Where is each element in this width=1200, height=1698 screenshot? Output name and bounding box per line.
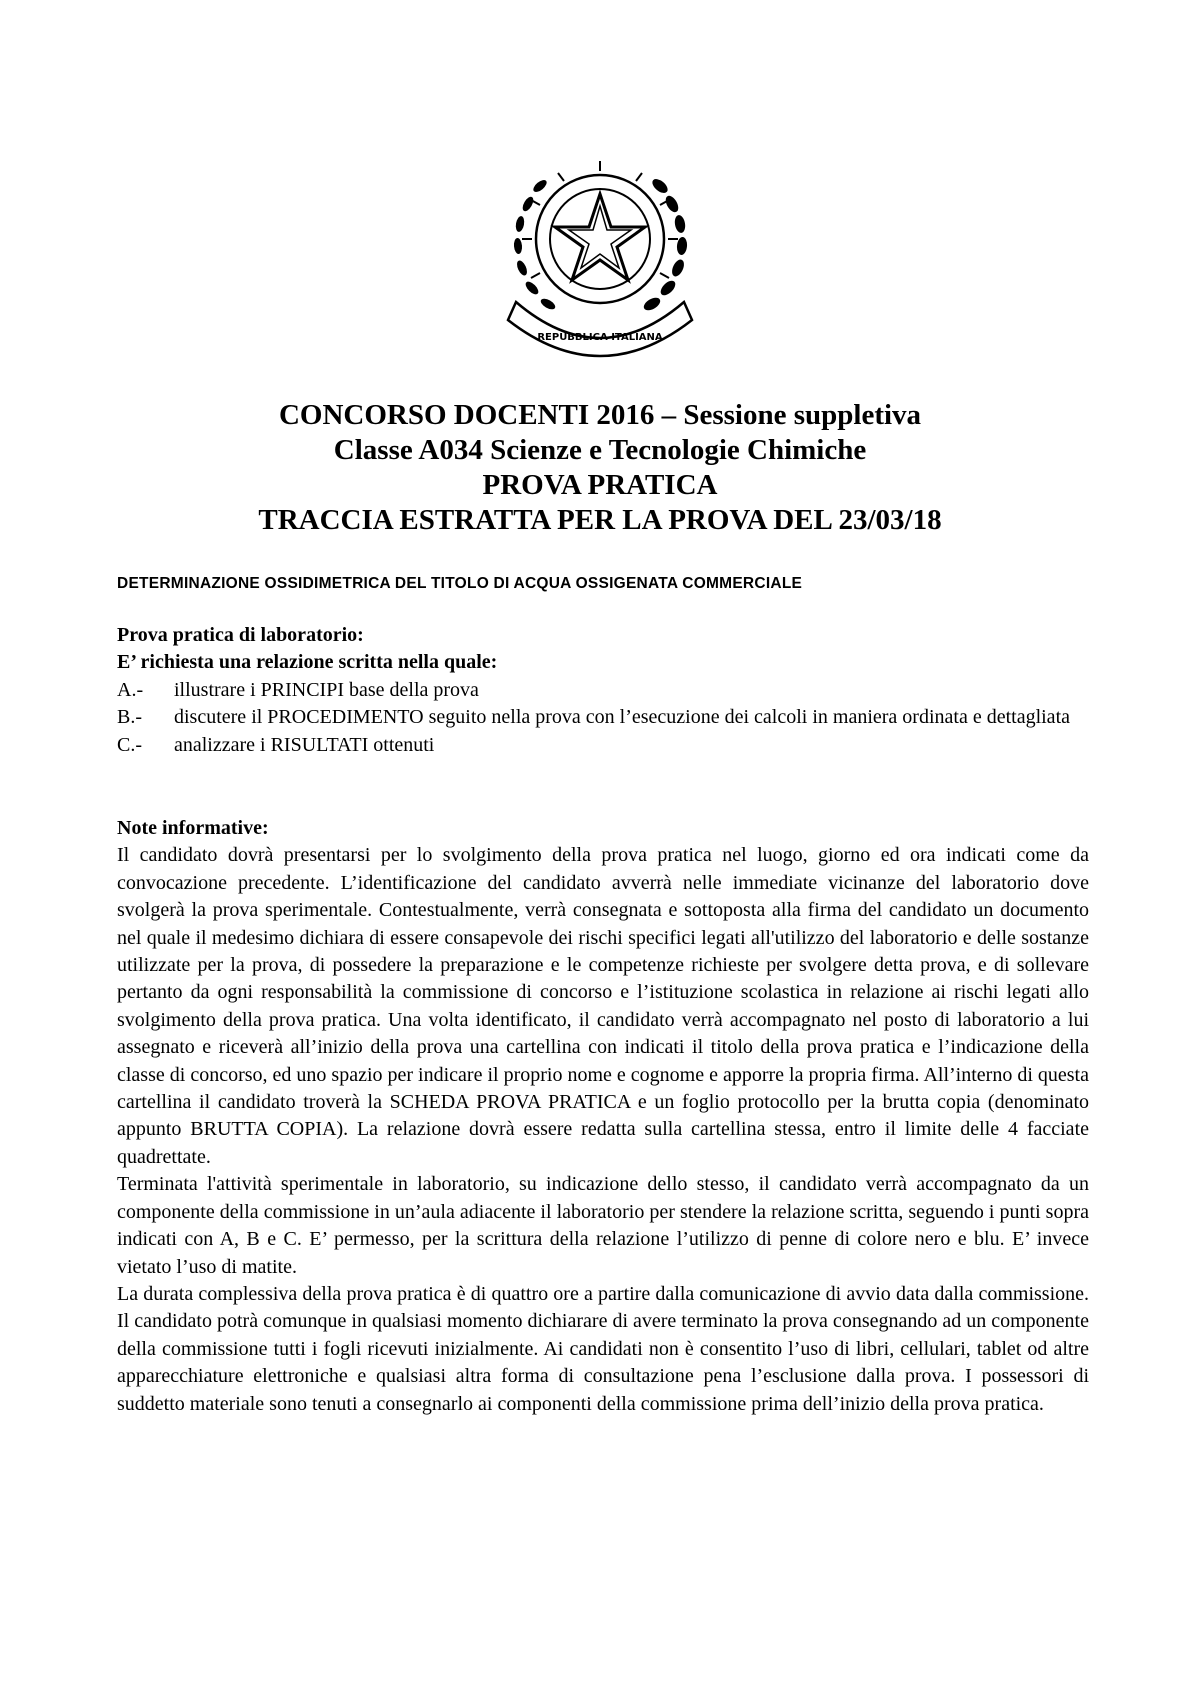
list-item	[117, 677, 1089, 704]
emblem-ring-text: REPUBBLICA ITALIANA	[537, 332, 663, 343]
list-marker: B.-	[117, 706, 142, 729]
list-item-text: discutere il PROCEDIMENTO seguito nella prova con l’esecuzione dei calcoli in maniera ordinata e dettagliata	[174, 706, 1070, 729]
section-heading-notes: Note informative:	[117, 817, 269, 839]
section-lab-task	[117, 622, 1089, 759]
list-marker: A.-	[117, 678, 144, 701]
list-item-text: illustrare i PRINCIPI base della prova	[174, 678, 479, 701]
section-heading-lab: Prova pratica di laboratorio:	[117, 624, 364, 646]
notes-paragraph: La durata complessiva della prova pratica è di quattro ore a partire dalla comunicazione di avvio data dalla commissione. Il candidato potrà comunque in qualsiasi momento dichiarare di avere terminato la prova consegnando ad un componente della commissione tutti i fogli ricevuti inizialmente. Ai candidati non è consentito l’uso di libri, cellulari, tablet od altre apparecchiature elettroniche e qualsiasi altra forma di consultazione pena l’esclusione dalla prova. I possessori di suddetto materiale sono tenuti a consegnarlo ai componenti della commissione prima dell’inizio della prova pratica.	[117, 1282, 1089, 1415]
list-marker: C.-	[117, 733, 142, 756]
list-item	[117, 704, 1089, 731]
document-title-block	[0, 398, 1200, 538]
italian-republic-emblem-icon	[498, 144, 702, 358]
title-line-1: CONCORSO DOCENTI 2016 – Sessione suppletiva	[278, 399, 922, 431]
title-line-3: PROVA PRATICA	[482, 469, 718, 501]
list-item-text: analizzare i RISULTATI ottenuti	[174, 733, 435, 756]
notes-paragraph: Il candidato dovrà presentarsi per lo svolgimento della prova pratica nel luogo, giorno ed ora indicati come da convocazione precedente. L’identificazione del candidato avverrà nelle immediate vicinanze del laboratorio dove svolgerà la prova sperimentale. Contestualmente, verrà consegnata e sottoposta alla firma del candidato un documento nel quale il medesimo dichiara di essere consapevole dei rischi specifici legati all'utilizzo del laboratorio e delle sostanze utilizzate per la prova, di possedere la preparazione e le competenze richieste per svolgere detta prova, e di sollevare pertanto da ogni responsabilità la commissione di concorso e l’istituzione scolastica in relazione ai rischi legati allo svolgimento della prova pratica. Una volta identificato, il candidato verrà accompagnato nel posto di laboratorio a lui assegnato e riceverà all’inizio della prova una cartellina con indicati il titolo della prova pratica e l’indicazione della classe di concorso, ed uno spazio per indicare il proprio nome e cognome e apporre la propria firma. All’interno di questa cartellina il candidato troverà la SCHEDA PROVA PRATICA e un foglio protocollo per la brutta copia (denominato appunto BRUTTA COPIA). La relazione dovrà essere redatta sulla cartellina stessa, entro il limite delle 4 facciate quadrettate.	[117, 844, 1089, 1168]
list-item	[117, 732, 1089, 759]
section-subheading-report: E’ richiesta una relazione scritta nella quale:	[117, 651, 498, 674]
title-line-2: Classe A034 Scienze e Tecnologie Chimiche	[333, 434, 867, 466]
notes-paragraph: Terminata l'attività sperimentale in laboratorio, su indicazione dello stesso, il candidato verrà accompagnato da un componente della commissione in un’aula adiacente il laboratorio per stendere la relazione scritta, seguendo i punti sopra indicati con A, B e C. E’ permesso, per la scrittura della relazione l’utilizzo di penne di colore nero e blu. E’ invece vietato l’uso di matite.	[117, 1173, 1089, 1278]
title-line-4: TRACCIA ESTRATTA PER LA PROVA DEL 23/03/18	[258, 504, 942, 536]
exam-subject: DETERMINAZIONE OSSIDIMETRICA DEL TITOLO DI ACQUA OSSIGENATA COMMERCIALE	[117, 575, 803, 592]
section-notes	[117, 815, 1089, 1418]
